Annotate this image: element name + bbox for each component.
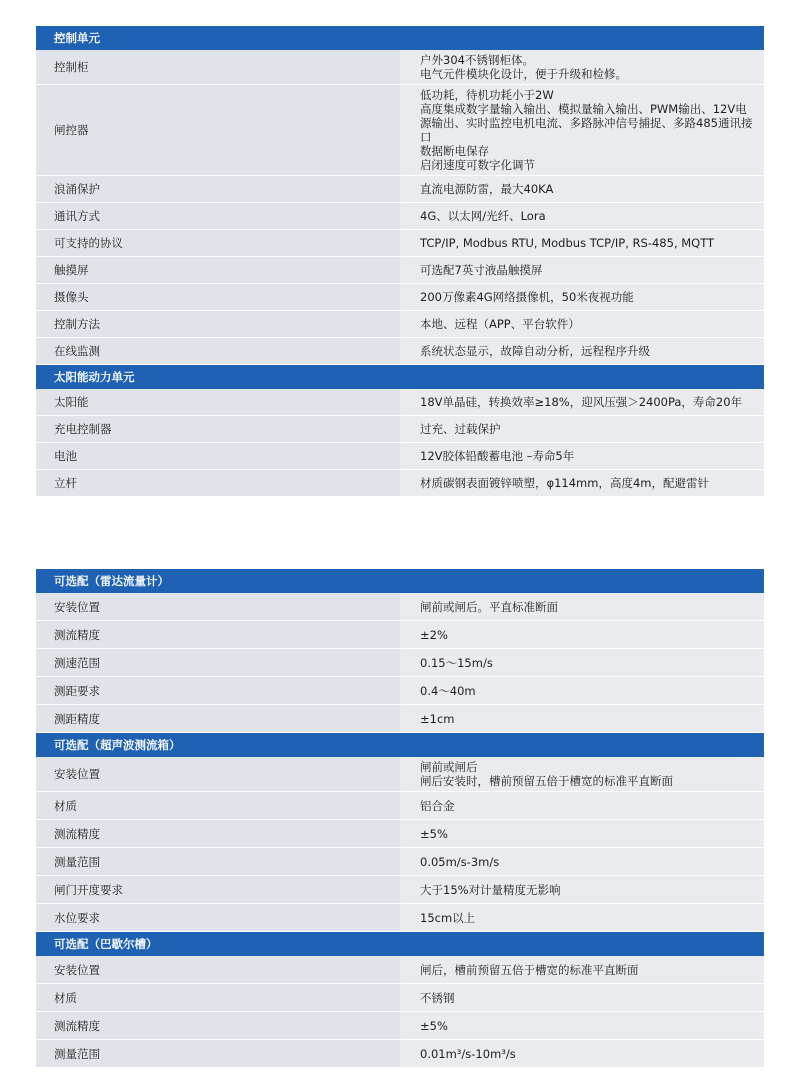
row-value: [400, 876, 764, 904]
row-value: [400, 621, 764, 649]
table-row: [36, 904, 764, 932]
value-line: ±1cm: [420, 711, 455, 726]
value-line: 闸前或闸后: [420, 760, 478, 774]
row-value: [400, 389, 764, 416]
table-row: [36, 470, 764, 497]
value-line: 闸前或闸后。平直标准断面: [420, 599, 558, 614]
row-label: 通讯方式: [36, 203, 400, 230]
row-value: [400, 984, 764, 1012]
row-label: 测流精度: [36, 621, 400, 649]
row-value: [400, 757, 764, 792]
value-line: 低功耗，待机功耗小于2W: [420, 88, 554, 102]
row-label: 安装位置: [36, 956, 400, 984]
row-label: 可支持的协议: [36, 230, 400, 257]
row-label: 测量范围: [36, 1040, 400, 1068]
value-line: 闸后安装时，槽前预留五倍于槽宽的标准平直断面: [420, 774, 673, 788]
row-label: 水位要求: [36, 904, 400, 932]
table-row: [36, 705, 764, 733]
value-line: 可选配7英寸液晶触摸屏: [420, 263, 543, 277]
value-line: TCP/IP, Modbus RTU, Modbus TCP/IP, RS-485, MQTT: [420, 236, 715, 250]
row-label: 电池: [36, 443, 400, 470]
table-row: [36, 203, 764, 230]
row-label: 测距要求: [36, 677, 400, 705]
row-label: 控制柜: [36, 50, 400, 85]
section-title: 可选配（巴歇尔槽）: [36, 932, 764, 957]
section-header: [36, 26, 764, 50]
row-label: 摄像头: [36, 284, 400, 311]
table-row: [36, 621, 764, 649]
row-label: 太阳能: [36, 389, 400, 416]
table-row: [36, 50, 764, 85]
row-label: 触摸屏: [36, 257, 400, 284]
row-label: 安装位置: [36, 593, 400, 621]
row-label: 闸门开度要求: [36, 876, 400, 904]
table-row: [36, 876, 764, 904]
row-label: 立杆: [36, 470, 400, 497]
section-header: [36, 932, 764, 957]
row-label: 控制方法: [36, 311, 400, 338]
row-value: [400, 257, 764, 284]
row-label: 安装位置: [36, 757, 400, 792]
row-value: [400, 338, 764, 365]
table-row: [36, 649, 764, 677]
row-label: 闸控器: [36, 85, 400, 176]
table-row: [36, 1040, 764, 1068]
row-label: 测量范围: [36, 848, 400, 876]
row-value: [400, 848, 764, 876]
value-line: 闸后，槽前预留五倍于槽宽的标准平直断面: [420, 962, 639, 977]
value-line: 过充、过载保护: [420, 422, 501, 436]
table-row: [36, 176, 764, 203]
row-value: [400, 470, 764, 497]
table-row: [36, 677, 764, 705]
value-line: 18V单晶硅，转换效率≥18%，迎风压强＞2400Pa，寿命20年: [420, 395, 743, 409]
value-line: 大于15%对计量精度无影响: [420, 882, 561, 897]
value-line: 材质碳钢表面镀锌喷塑，φ114mm，高度4m，配避雷针: [420, 476, 709, 490]
table-row: [36, 389, 764, 416]
table-row: [36, 416, 764, 443]
row-label: 在线监测: [36, 338, 400, 365]
table-row: [36, 757, 764, 792]
row-value: [400, 677, 764, 705]
value-line: ±5%: [420, 826, 448, 841]
row-value: [400, 956, 764, 984]
spec-table-control: [36, 26, 764, 497]
table-row: [36, 956, 764, 984]
section-header: [36, 365, 764, 390]
row-label: 浪涌保护: [36, 176, 400, 203]
table-row: [36, 311, 764, 338]
row-value: [400, 705, 764, 733]
row-value: [400, 85, 764, 176]
row-value: [400, 904, 764, 932]
row-value: [400, 1040, 764, 1068]
value-line: 200万像素4G网络摄像机，50米夜视功能: [420, 290, 634, 304]
section-title: 可选配（超声波测流箱）: [36, 733, 764, 758]
row-value: [400, 284, 764, 311]
table-row: [36, 820, 764, 848]
value-line: 本地、远程（APP、平台软件）: [420, 317, 580, 331]
value-line: 0.4～40m: [420, 683, 476, 698]
section-title: 控制单元: [36, 26, 764, 50]
table-row: [36, 284, 764, 311]
table-row: [36, 792, 764, 820]
row-value: [400, 176, 764, 203]
table-row: [36, 338, 764, 365]
section-header: [36, 733, 764, 758]
value-line: 0.01m³/s-10m³/s: [420, 1046, 516, 1061]
table-row: [36, 848, 764, 876]
value-line: 4G、以太网/光纤、Lora: [420, 209, 546, 223]
row-label: 材质: [36, 984, 400, 1012]
section-title: 可选配（雷达流量计）: [36, 569, 764, 593]
value-line: 0.05m/s-3m/s: [420, 854, 500, 869]
value-line: 电气元件模块化设计，便于升级和检修。: [420, 67, 627, 81]
row-label: 测速范围: [36, 649, 400, 677]
value-line: ±2%: [420, 627, 448, 642]
row-value: [400, 649, 764, 677]
value-line: 12V胶体铅酸蓄电池 –寿命5年: [420, 449, 575, 463]
row-label: 测距精度: [36, 705, 400, 733]
value-line: 高度集成数字量输入输出、模拟量输入输出、PWM输出、12V电源输出、实时监控电机电流、多路脉冲信号捕捉、多路485通讯接口: [420, 102, 753, 144]
row-label: 测流精度: [36, 820, 400, 848]
value-line: 户外304不锈钢柜体。: [420, 53, 534, 67]
table-row: [36, 443, 764, 470]
table-row: [36, 85, 764, 176]
value-line: ±5%: [420, 1018, 448, 1033]
row-value: [400, 311, 764, 338]
value-line: 直流电源防雷，最大40KA: [420, 182, 554, 196]
table-row: [36, 593, 764, 621]
row-value: [400, 820, 764, 848]
row-value: [400, 443, 764, 470]
value-line: 系统状态显示，故障自动分析，远程程序升级: [420, 344, 650, 358]
row-value: [400, 50, 764, 85]
table-row: [36, 984, 764, 1012]
row-value: [400, 593, 764, 621]
row-value: [400, 416, 764, 443]
table-row: [36, 1012, 764, 1040]
row-value: [400, 1012, 764, 1040]
spec-table-optional: [36, 569, 764, 1068]
section-title: 太阳能动力单元: [36, 365, 764, 390]
table-row: [36, 230, 764, 257]
row-value: [400, 792, 764, 820]
value-line: 15cm以上: [420, 910, 476, 925]
table-row: [36, 257, 764, 284]
row-label: 充电控制器: [36, 416, 400, 443]
value-line: 数据断电保存: [420, 144, 489, 158]
value-line: 启闭速度可数字化调节: [420, 158, 535, 172]
section-header: [36, 569, 764, 593]
row-value: [400, 230, 764, 257]
row-value: [400, 203, 764, 230]
value-line: 不锈钢: [420, 990, 455, 1005]
row-label: 材质: [36, 792, 400, 820]
value-line: 铝合金: [420, 798, 455, 813]
row-label: 测流精度: [36, 1012, 400, 1040]
value-line: 0.15～15m/s: [420, 655, 493, 670]
